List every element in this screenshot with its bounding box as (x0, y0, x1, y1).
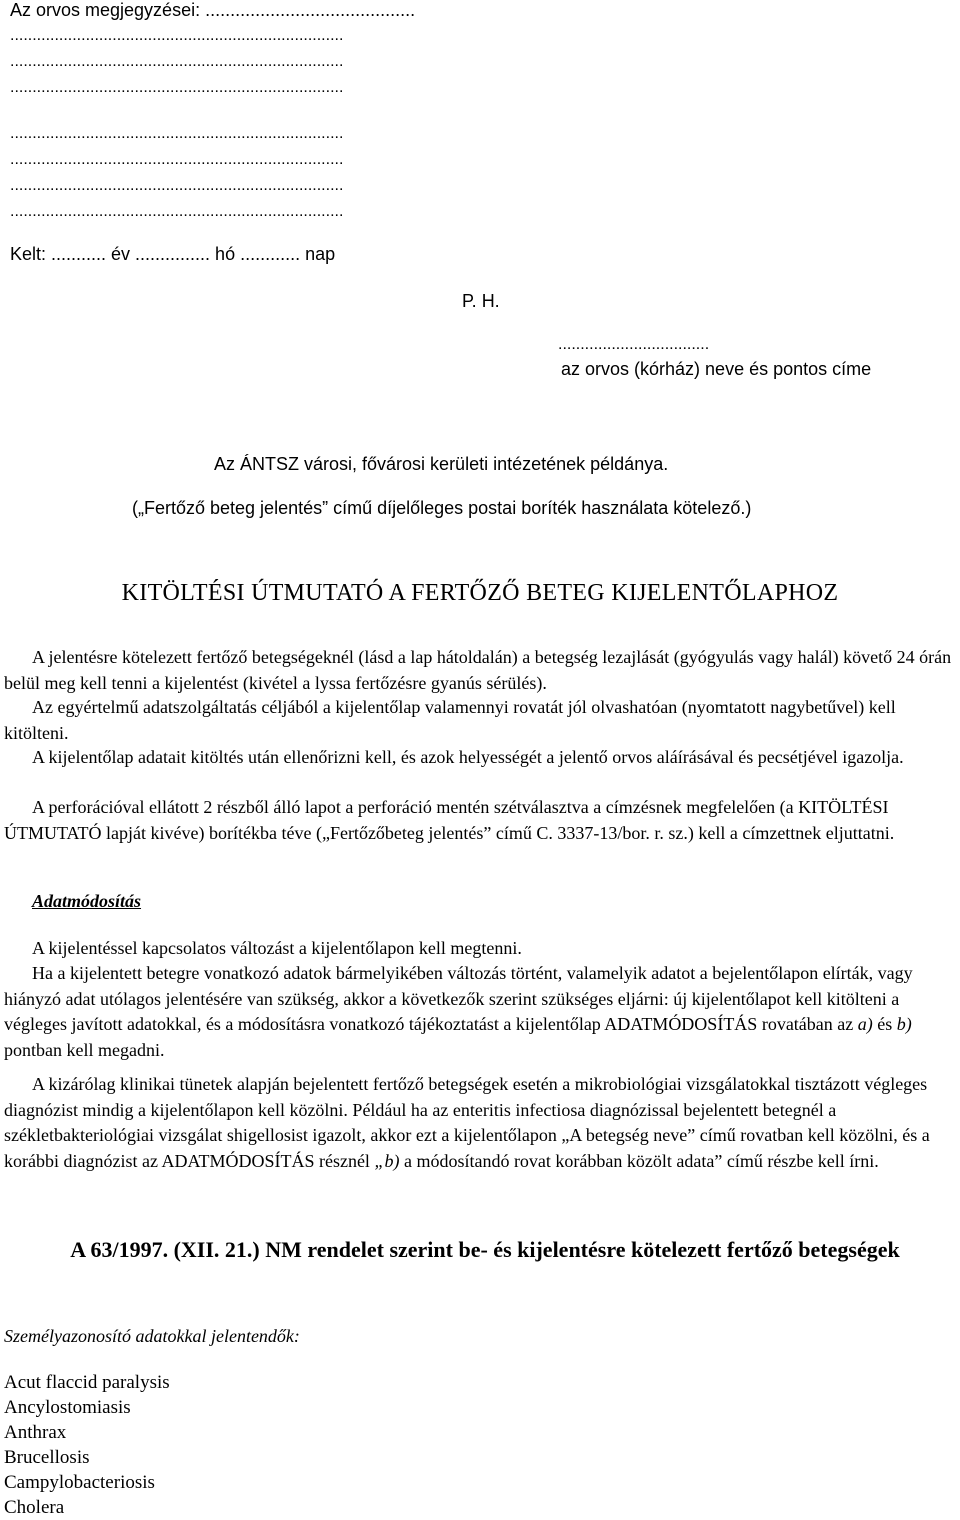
guide-paragraph-text: A perforációval ellátott 2 részből álló lapot a perforáció mentén szétválasztva a címzésnek megfelelően (a KITÖLTÉSI ÚTMUTATÓ lapját kivéve) borítékba téve („Fertőzőbeteg jelentés” című C. 3337-13/bor. r. sz.) kell a címzettnek eljuttatni. (4, 797, 895, 843)
disease-item: Acut flaccid paralysis (4, 1372, 170, 1393)
signature-label: az orvos (kórház) neve és pontos címe (561, 359, 872, 379)
guide-title: KITÖLTÉSI ÚTMUTATÓ A FERTŐZŐ BETEG KIJELENTŐLAPHOZ (121, 580, 839, 606)
modification-paragraph-text: pontban kell megadni. (4, 1039, 165, 1060)
date-line: Kelt: ........... év ............... hó ............ nap (10, 244, 336, 264)
notes-dot-line: ........................................................................... (10, 151, 344, 168)
notes-dot-line: ........................................................................... (10, 177, 344, 194)
guide-paragraph (4, 745, 956, 771)
modification-paragraph-text: A kizárólag klinikai tünetek alapján bejelentett fertőző betegségek esetén a mikrobiológiai vizsgálatokkal tisztázott végleges diagnózist mindig a kijelentőlapon kell közölni. Például ha az enteritis infectiosa diagnózissal bejelentett betegnél a székletbakteriológiai vizsgálat shigellosist igazolt, akkor ezt a kijelentőlapon „A betegség neve” című rovatban kell közölni, és a korábbi diagnózist az ADATMÓDOSÍTÁS résznél (4, 1074, 930, 1171)
guide-paragraph-text: Az egyértelmű adatszolgáltatás céljából a kijelentőlap valamennyi rovatát jól olvashatóan (nyomtatott nagybetűvel) kell kitölteni. (4, 697, 896, 743)
disease-item: Anthrax (4, 1422, 67, 1443)
guide-paragraph (4, 795, 956, 846)
modification-title: Adatmódosítás (32, 891, 142, 911)
copy-title: Az ÁNTSZ városi, fővárosi kerületi intézetének példánya. (214, 454, 669, 474)
envelope-note: („Fertőző beteg jelentés” című díjelőleges postai boríték használata kötelező.) (132, 498, 752, 518)
guide-paragraph-text: A kijelentőlap adatait kitöltés után ellenőrizni kell, és azok helyességét a jelentő orvos aláírásával és pecsétjével igazolja. (32, 747, 904, 767)
item-a-ref: a) (857, 1014, 873, 1034)
item-b-ref: b) (896, 1014, 912, 1034)
conjunction-text: és (872, 1014, 897, 1034)
disease-item: Brucellosis (4, 1447, 90, 1468)
disease-item: Campylobacteriosis (4, 1472, 155, 1493)
guide-paragraph-text: A jelentésre kötelezett fertőző betegségeknél (lásd a lap hátoldalán) a betegség lezajlását (gyógyulás vagy halál) követő 24 órán belül meg kell tenni a kijelentést (kivétel a lyssa fertőzésre gyanús sérülés). (4, 647, 952, 693)
notes-dot-line: ........................................................................... (10, 203, 344, 220)
decree-title: A 63/1997. (XII. 21.) NM rendelet szerint be- és kijelentésre kötelezett fertőző betegségek (70, 1237, 900, 1262)
modification-paragraph-text: A kijelentéssel kapcsolatos változást a kijelentőlapon kell megtenni. (32, 938, 522, 958)
disease-list (4, 1370, 170, 1520)
disease-item: Cholera (4, 1497, 65, 1518)
disease-item: Ancylostomiasis (4, 1397, 131, 1418)
guide-paragraph (4, 695, 956, 746)
modification-paragraph-text: a módosítandó rovat korábban közölt adata” című részbe kell írni. (399, 1150, 879, 1171)
stamp-placeholder: P. H. (462, 291, 500, 311)
item-b-quote: „b) (374, 1150, 400, 1171)
signature-dot-line: .................................. (558, 336, 710, 353)
notes-dot-line: ........................................................................... (10, 53, 344, 70)
notes-dot-line: ........................................................................... (10, 79, 344, 96)
notes-label: Az orvos megjegyzései: .......................................... (10, 0, 416, 20)
modification-paragraph (4, 1072, 956, 1174)
notes-dot-line: ........................................................................... (10, 27, 344, 44)
notes-dot-line: ........................................................................... (10, 125, 344, 142)
diseases-subtitle: Személyazonosító adatokkal jelentendők: (4, 1326, 300, 1346)
guide-paragraph (4, 645, 956, 696)
modification-paragraph-text: Ha a kijelentett betegre vonatkozó adatok bármelyikében változás történt, valamelyik adatot a bejelentőlapon elírták, vagy hiányzó adat utólagos jelentésére van szükség, akkor a következők szerint szükséges eljárni: új kijelentőlapot kell kitölteni a végleges javított adatokkal, és a módosításra vonatkozó tájékoztatást a kijelentőlap ADATMÓDOSÍTÁS rovatában az (4, 963, 913, 1034)
modification-paragraph (4, 961, 956, 1063)
modification-paragraph (4, 936, 956, 962)
